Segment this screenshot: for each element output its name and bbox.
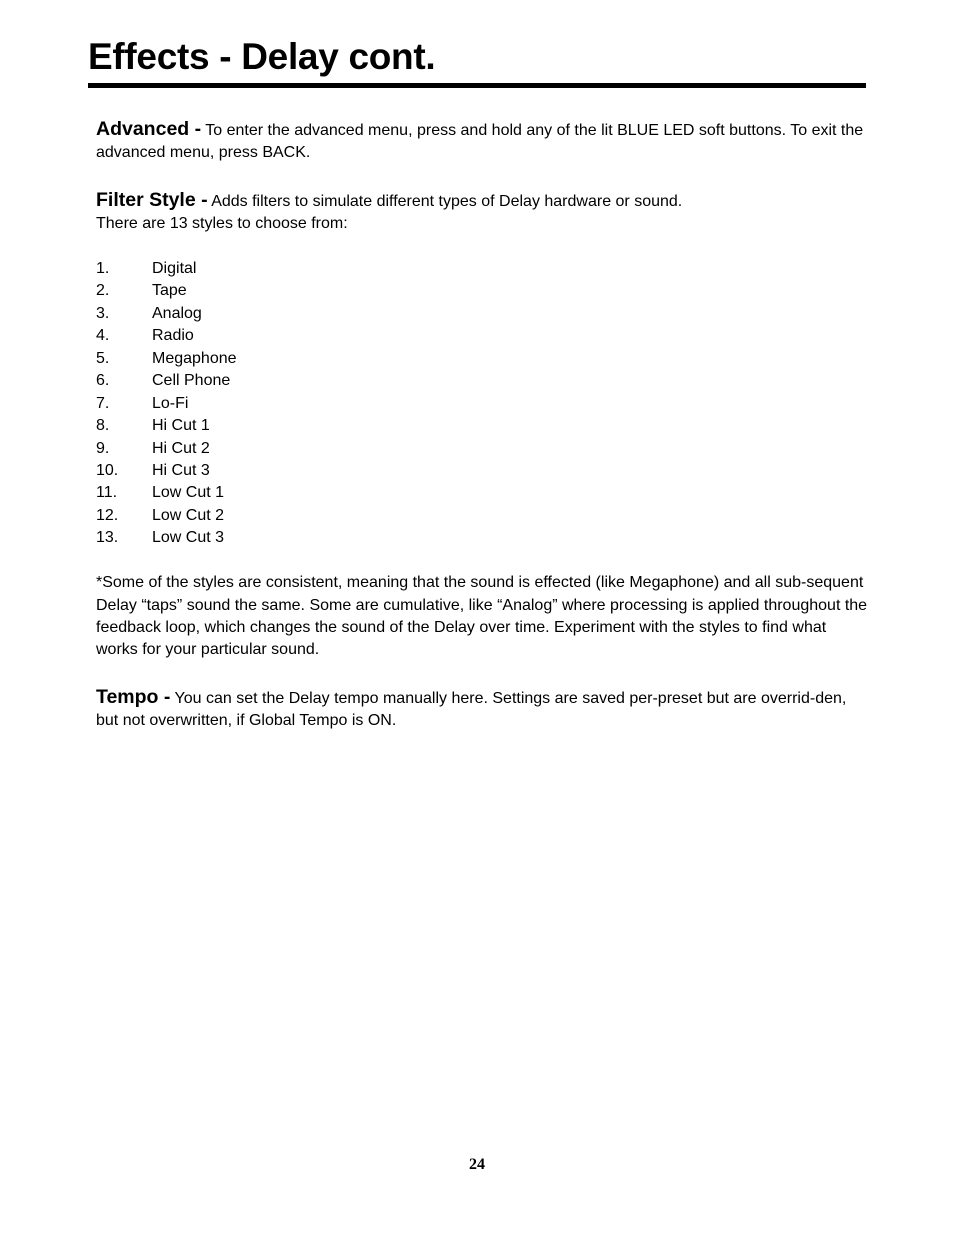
- list-item: [96, 460, 868, 482]
- tempo-section: [96, 686, 868, 733]
- list-item: [96, 527, 868, 549]
- list-item: [96, 438, 868, 460]
- list-item-label: Megaphone: [152, 349, 237, 367]
- list-item: [96, 325, 868, 347]
- list-item-number: 3.: [96, 304, 110, 322]
- list-item: [96, 415, 868, 437]
- list-item-label: Hi Cut 2: [152, 439, 210, 457]
- list-item: [96, 280, 868, 302]
- filter-style-section: [96, 189, 868, 236]
- list-item-label: Analog: [152, 304, 202, 322]
- styles-note: *Some of the styles are consistent, meaning that the sound is effected (like Megaphone) and all sub-sequent Delay “taps” sound the same. Some are cumulative, like “Analog” where processing is applied throughout the feedback loop, which changes the sound of the Delay over time. Experiment with the styles to find what works for your particular sound.: [96, 574, 868, 659]
- filter-style-intro: There are 13 styles to choose from:: [96, 215, 348, 233]
- page-content: [96, 118, 868, 733]
- list-item: [96, 258, 868, 280]
- list-item-number: 13.: [96, 529, 119, 547]
- list-item: [96, 303, 868, 325]
- list-item-number: 12.: [96, 506, 119, 524]
- list-item-number: 11.: [96, 484, 118, 502]
- filter-style-list: [96, 258, 868, 550]
- list-item-label: Low Cut 3: [152, 529, 225, 547]
- page-number: 24: [469, 1156, 485, 1173]
- list-item-number: 8.: [96, 417, 110, 435]
- advanced-section: [96, 118, 868, 165]
- list-item: [96, 348, 868, 370]
- list-item-label: Lo-Fi: [152, 394, 189, 412]
- filter-style-heading: Filter Style -: [96, 188, 208, 211]
- list-item-label: Radio: [152, 327, 194, 345]
- tempo-text: You can set the Delay tempo manually here. Settings are saved per-preset but are overrid-den, but not overwritten, if Global Tempo is ON.: [96, 689, 847, 730]
- list-item-number: 6.: [96, 372, 110, 390]
- list-item-number: 1.: [96, 260, 110, 278]
- advanced-text: To enter the advanced menu, press and hold any of the lit BLUE LED soft buttons. To exit the advanced menu, press BACK.: [96, 122, 864, 162]
- list-item-label: Low Cut 1: [152, 484, 225, 502]
- list-item-label: Cell Phone: [152, 372, 231, 390]
- page-title: Effects - Delay cont.: [88, 36, 436, 77]
- list-item-number: 4.: [96, 327, 110, 345]
- list-item-label: Digital: [152, 260, 197, 278]
- list-item-label: Low Cut 2: [152, 506, 225, 524]
- list-item: [96, 505, 868, 527]
- list-item: [96, 482, 868, 504]
- list-item-number: 7.: [96, 394, 110, 412]
- list-item-label: Tape: [152, 282, 187, 300]
- list-item-label: Hi Cut 3: [152, 461, 210, 479]
- title-underline: [88, 83, 866, 88]
- list-item-number: 9.: [96, 439, 110, 457]
- filter-style-text: Adds filters to simulate different types of Delay hardware or sound.: [211, 192, 683, 210]
- list-item: [96, 393, 868, 415]
- advanced-heading: Advanced -: [96, 118, 202, 140]
- list-item-number: 5.: [96, 349, 110, 367]
- list-item-number: 10.: [96, 461, 119, 479]
- tempo-heading: Tempo -: [96, 685, 171, 708]
- list-item-label: Hi Cut 1: [152, 417, 210, 435]
- list-item-number: 2.: [96, 282, 110, 300]
- list-item: [96, 370, 868, 392]
